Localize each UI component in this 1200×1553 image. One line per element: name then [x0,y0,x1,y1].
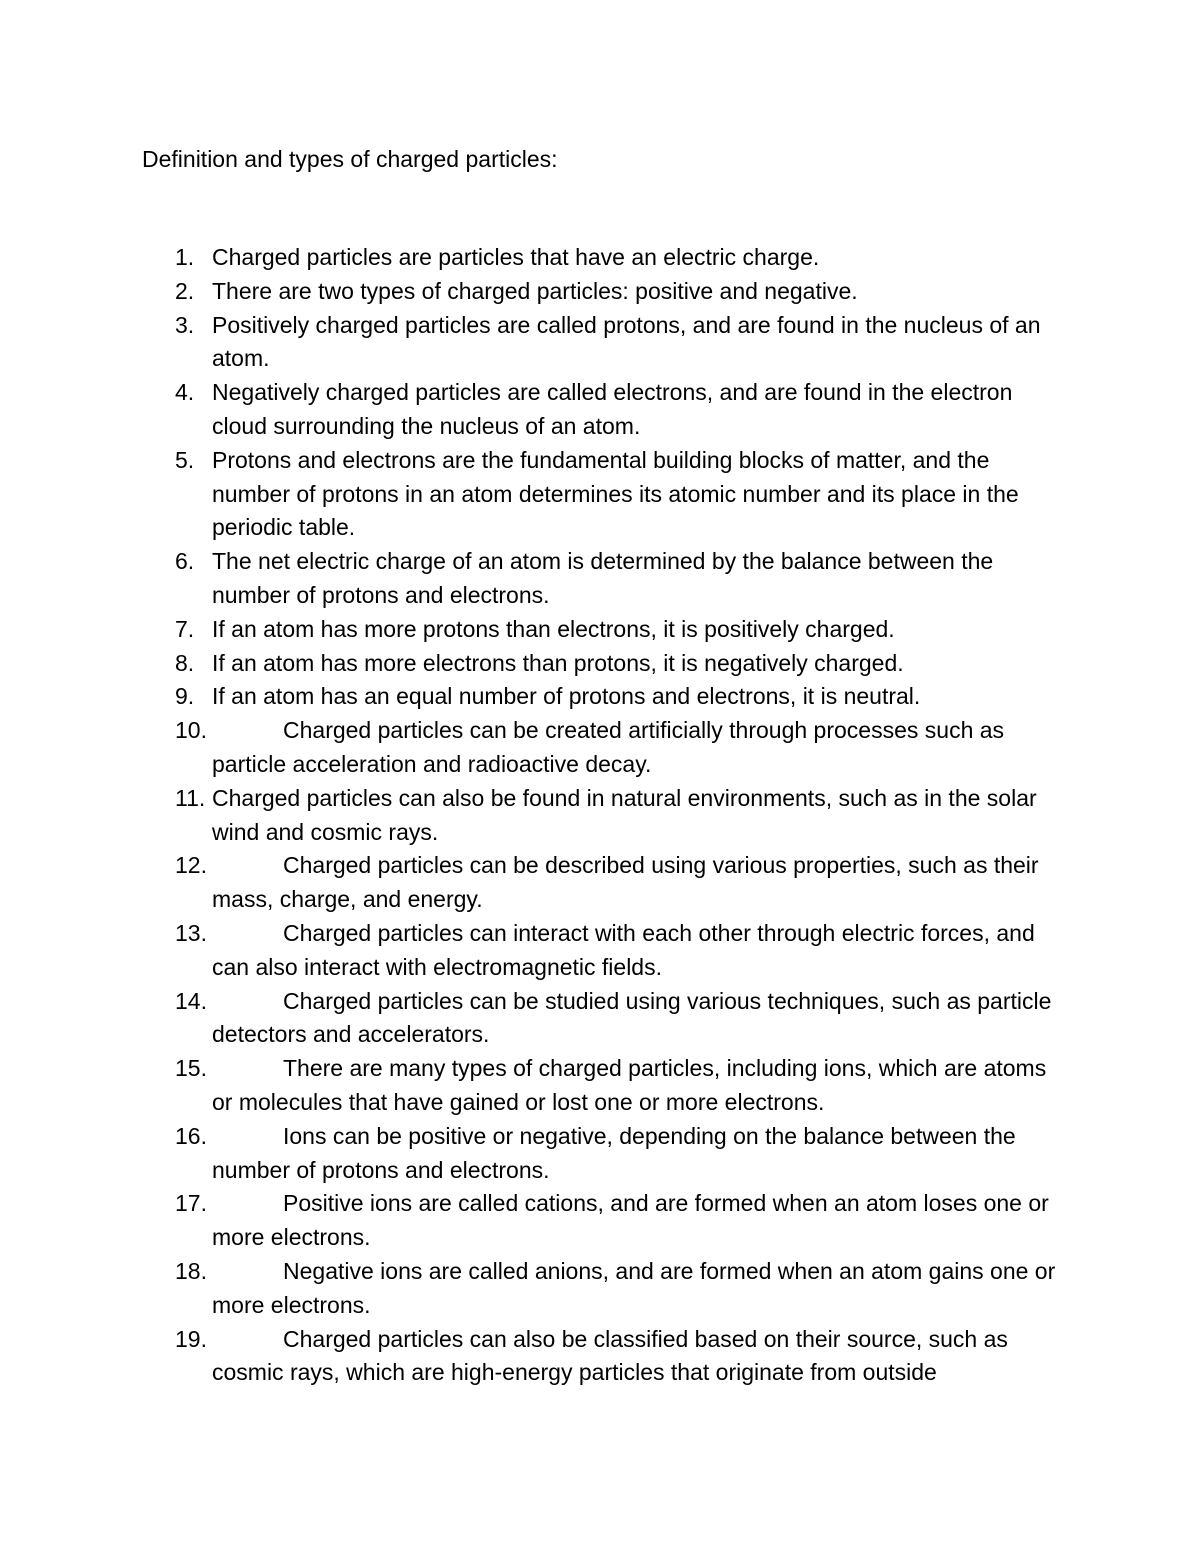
list-item [0,545,1062,613]
list-item-number: 15. [175,1055,207,1082]
list-item-number: 2. [175,277,195,304]
list-item-text: Protons and electrons are the fundamental building blocks of matter, and the number of protons in an atom determines its atomic number and its place in the periodic table. [212,446,1019,541]
list-item-number: 17. [175,1190,207,1217]
list-item-number: 13. [175,919,207,946]
list-item-number: 9. [175,683,195,710]
list-item-text: The net electric charge of an atom is determined by the balance between the number of protons and electrons. [212,548,994,608]
list-item-text: Charged particles are particles that have an electric charge. [212,244,820,270]
list-item [0,275,1062,309]
list-item-number: 19. [175,1325,207,1352]
list-item-text: Charged particles can be studied using various techniques, such as particle detectors and accelerators. [212,987,1052,1048]
list-item-text: Positive ions are called cations, and are formed when an atom loses one or more electrons. [212,1190,1049,1251]
list-item-number: 7. [175,615,195,642]
list-item [0,782,1062,850]
list-item-number: 6. [175,548,195,575]
list-item-number: 8. [175,649,195,676]
list-item-text: Charged particles can also be classified based on their source, such as cosmic rays, which are high-energy particles that originate from outside [212,1325,1008,1386]
list-item [0,985,1062,1053]
list-item-number: 18. [175,1257,207,1284]
list-item-number: 10. [175,717,207,744]
list-item-number: 3. [175,311,195,338]
document-heading: Definition and types of charged particles: [142,146,558,172]
list-item [0,1052,1062,1120]
list-item-number: 4. [175,379,195,406]
list-item [0,309,1062,377]
list-item [0,376,1062,444]
list-item-text: There are many types of charged particles, including ions, which are atoms or molecules that have gained or lost one or more electrons. [212,1055,1047,1115]
list-item-text: If an atom has more protons than electrons, it is positively charged. [212,615,895,642]
list-item-number: 16. [175,1122,207,1149]
list-item [0,849,1062,917]
list-item [0,444,1062,545]
list-item-text: If an atom has more electrons than protons, it is negatively charged. [212,649,904,676]
list-item-text: Ions can be positive or negative, depending on the balance between the number of protons and electrons. [212,1122,1016,1183]
list-item-text: Charged particles can interact with each other through electric forces, and can also interact with electromagnetic fields. [212,919,1035,980]
list-item-number: 5. [175,446,195,473]
list-item [0,613,1062,647]
list-item-number: 12. [175,852,207,879]
list-item-text: Negative ions are called anions, and are formed when an atom gains one or more electrons. [212,1257,1056,1318]
list-item-text: Charged particles can be created artificially through processes such as particle acceleration and radioactive decay. [212,717,1005,777]
list-item-text: Charged particles can also be found in natural environments, such as in the solar wind and cosmic rays. [212,784,1037,845]
list-item-text: Positively charged particles are called protons, and are found in the nucleus of an atom. [212,311,1041,372]
numbered-list [0,241,1200,1390]
list-item [0,1323,1062,1391]
list-item-number: 14. [175,987,207,1014]
list-item [0,1120,1062,1188]
list-item [0,714,1062,782]
list-item-text: Charged particles can be described using various properties, such as their mass, charge, and energy. [212,852,1039,913]
list-item [0,917,1062,985]
list-item-text: There are two types of charged particles: positive and negative. [212,277,858,304]
list-item [0,647,1062,681]
list-item [0,1255,1062,1323]
list-item [0,1187,1062,1255]
list-item-text: If an atom has an equal number of protons and electrons, it is neutral. [212,683,921,710]
list-item-number: 11. [175,784,206,811]
list-item-text: Negatively charged particles are called electrons, and are found in the electron cloud surrounding the nucleus of an atom. [212,379,1013,439]
list-item [0,680,1062,714]
list-item [0,241,1062,275]
list-item-number: 1. [175,244,195,270]
